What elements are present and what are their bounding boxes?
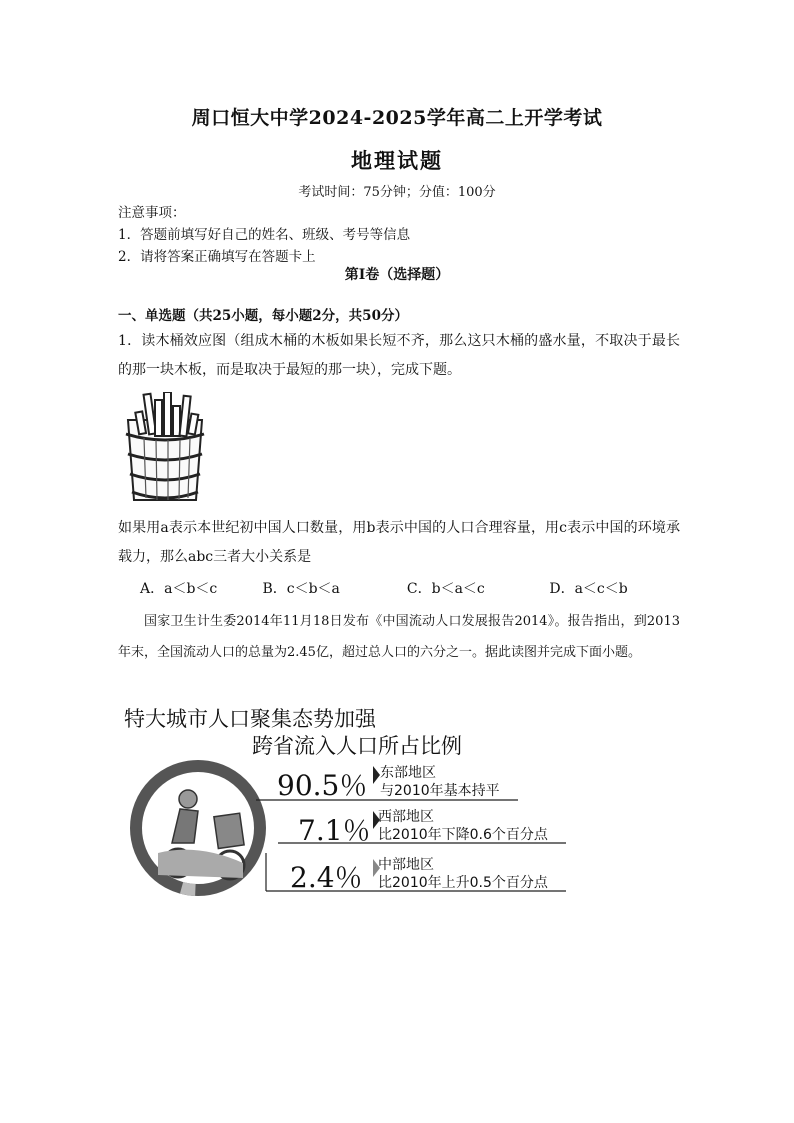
exam-title: 周口恒大中学2024-2025学年高二上开学考试 — [191, 107, 603, 129]
central-region: 中部地区 — [378, 857, 434, 873]
options-row — [140, 578, 628, 598]
reading-passage: 国家卫生计生委2014年11月18日发布《中国流动人口发展报告2014》。报告指出，到2013年末，全国流动人口的总量为2.45亿，超过总人口的六分之一。据此读图并完成下面小题。 — [118, 614, 680, 660]
wooden-bucket-illustration — [120, 392, 210, 507]
eastern-note: 与2010年基本持平 — [380, 783, 500, 799]
exam-info: 考试时间：75分钟；分值：100分 — [298, 185, 496, 200]
western-region: 西部地区 — [378, 809, 434, 825]
western-note: 比2010年下降0.6个百分点 — [378, 827, 548, 843]
notes-heading: 注意事项： — [118, 205, 186, 221]
option-b[interactable]: B．c＜b＜a — [262, 581, 340, 597]
figure-title: 特大城市人口聚集态势加强 — [124, 707, 376, 731]
central-label — [378, 856, 548, 892]
question-stem: 1．读木桶效应图（组成木桶的木板如果长短不齐，那么这只木桶的盛水量，不取决于最长的那一块木板，而是取决于最短的那一块），完成下题。 — [118, 333, 680, 378]
option-d[interactable]: D．a＜c＜b — [549, 581, 628, 597]
option-c[interactable]: C．b＜a＜c — [406, 581, 485, 597]
part-heading: 一、单选题（共25小题，每小题2分，共50分） — [118, 308, 408, 324]
western-percentage: 7.1％ — [298, 814, 371, 847]
notes-item: 2．请将答案正确填写在答题卡上 — [118, 249, 316, 265]
option-a[interactable]: A．a＜b＜c — [140, 581, 218, 597]
notes-block — [118, 202, 410, 268]
subject-title: 地理试题 — [351, 148, 443, 173]
western-label — [378, 808, 548, 844]
central-percentage: 2.4％ — [290, 861, 363, 894]
central-note: 比2010年上升0.5个百分点 — [378, 875, 548, 891]
eastern-label — [380, 764, 500, 800]
figure-subtitle: 跨省流入人口所占比例 — [252, 734, 462, 758]
eastern-region: 东部地区 — [380, 765, 436, 781]
eastern-percentage: 90.5％ — [277, 769, 368, 802]
question-prompt: 如果用a表示本世纪初中国人口数量，用b表示中国的人口合理容量，用c表示中国的环境承载力，那么abc三者大小关系是 — [118, 520, 680, 565]
notes-item: 1．答题前填写好自己的姓名、班级、考号等信息 — [118, 227, 411, 243]
section-heading: 第Ⅰ卷（选择题） — [344, 267, 450, 283]
